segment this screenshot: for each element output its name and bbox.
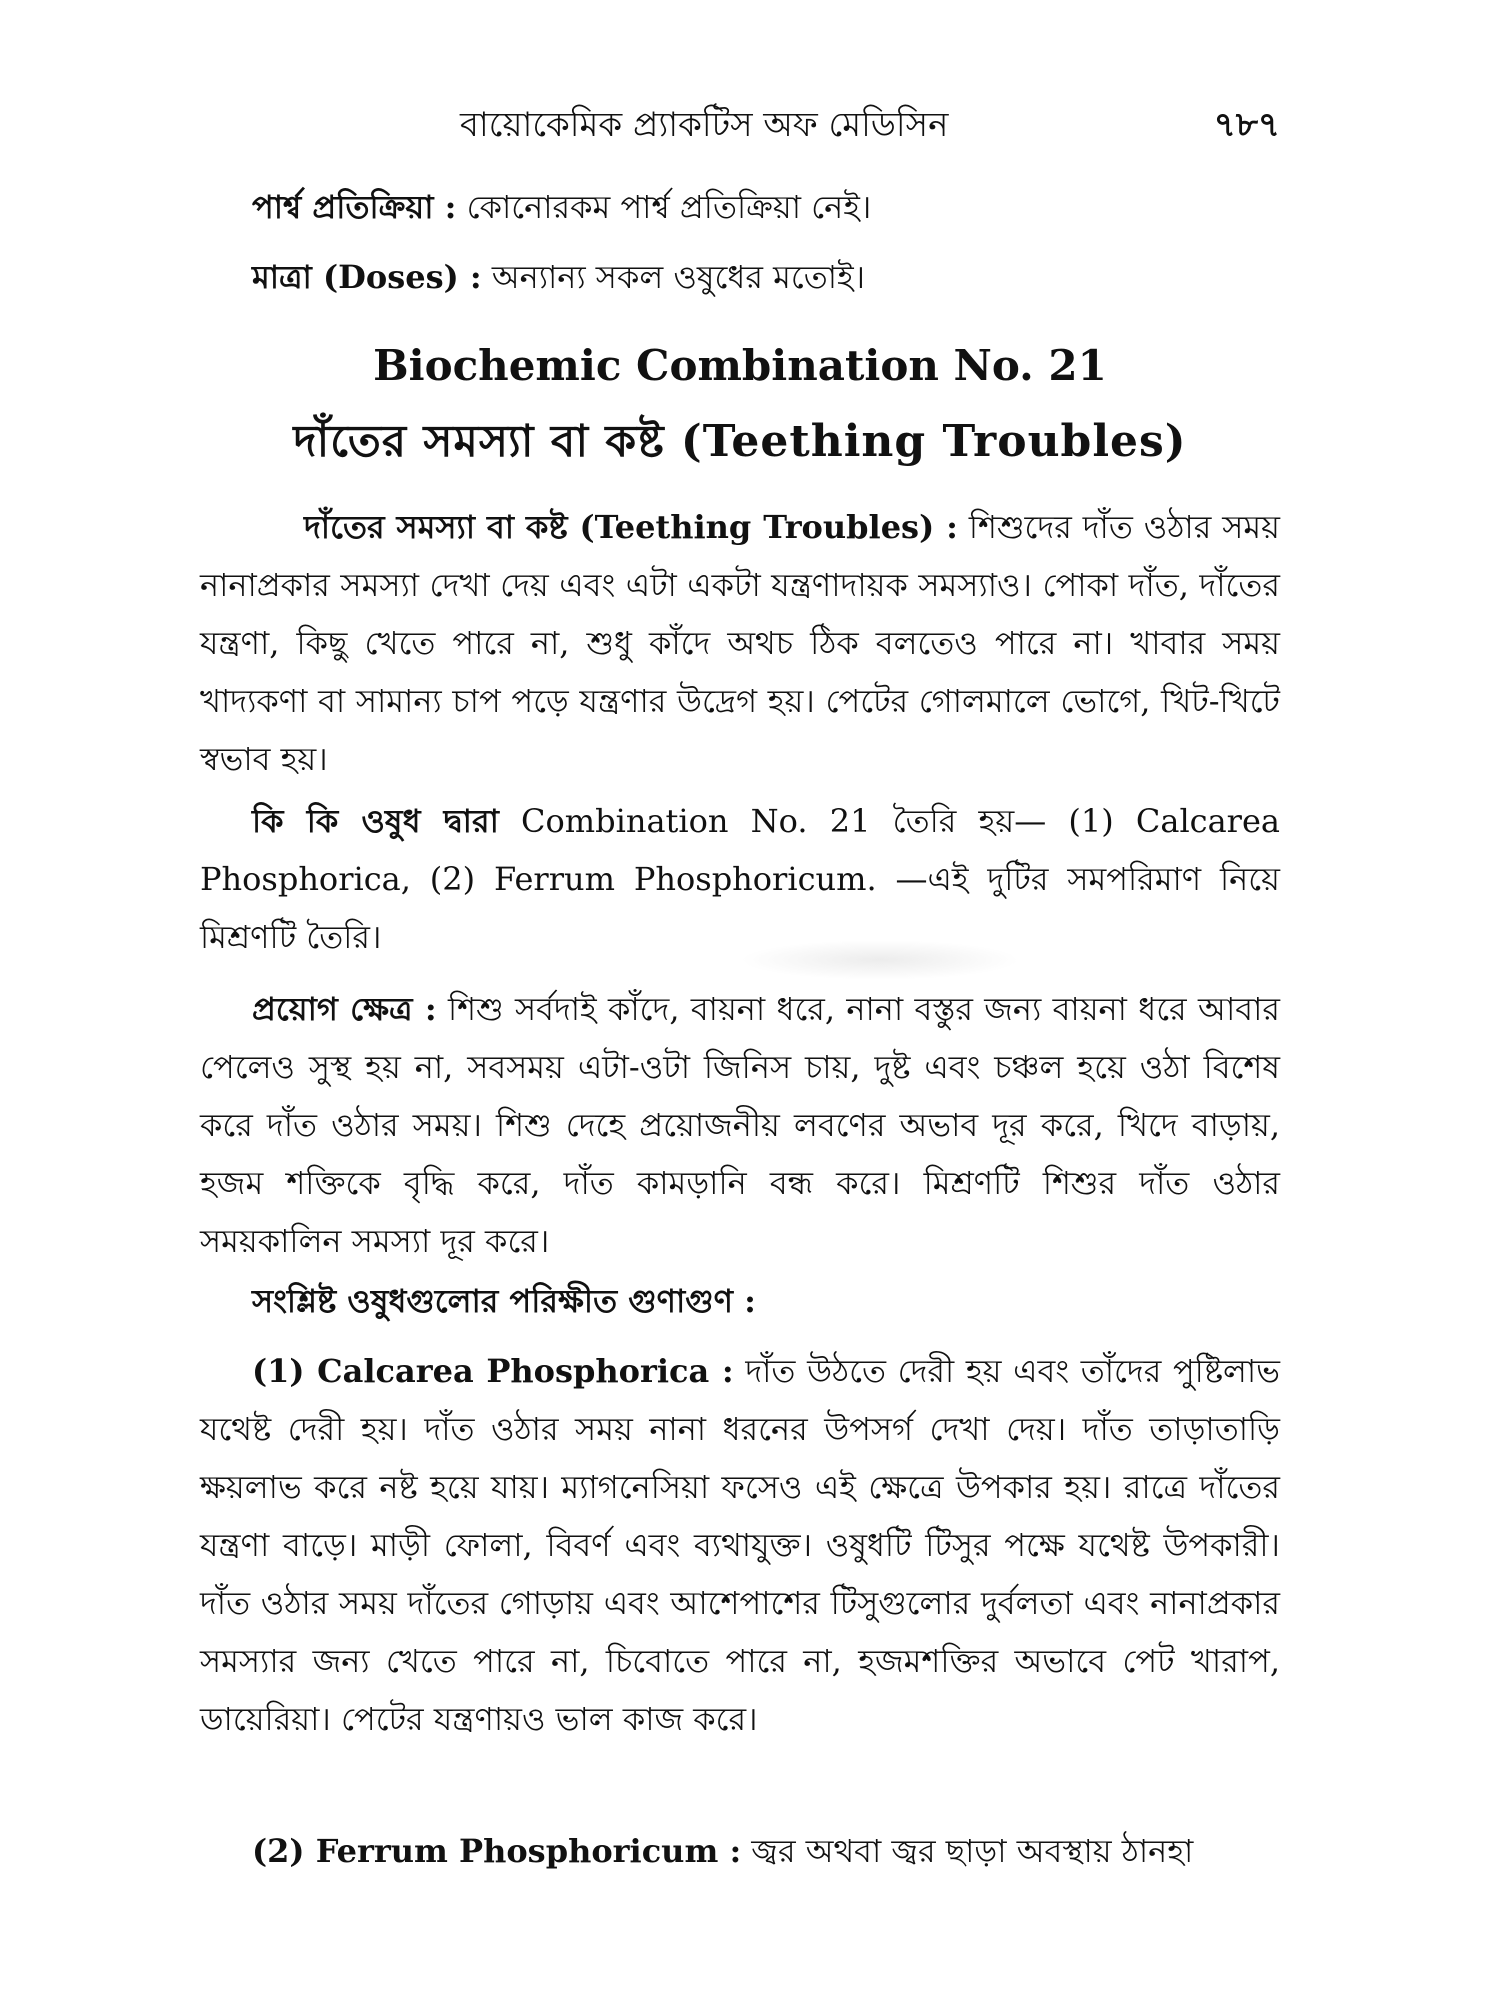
running-header — [200, 100, 1280, 150]
doses-text: অন্যান্য সকল ওষুধের মতোই। — [491, 258, 866, 296]
paper-stain — [740, 940, 1020, 980]
application-text: শিশু সর্বদাই কাঁদে, বায়না ধরে, নানা বস্তুর জন্য বায়না ধরে আবার পেলেও সুস্থ হয় না, সবসময় এটা-ওটা জিনিস চায়, দুষ্ট এবং চঞ্চল হয়ে ওঠা বিশেষ করে দাঁত ওঠার সময়। শিশু দেহে প্রয়োজনীয় লবণের অভাব দূর করে, খিদে বাড়ায়, হজম শক্তিকে বৃদ্ধি করে, দাঁত কামড়ানি বন্ধ করে। মিশ্রণটি শিশুর দাঁত ওঠার সময়কালিন সমস্যা দূর করে। — [200, 990, 1281, 1260]
intro-label: দাঁতের সমস্যা বা কষ্ট (Teething Troubles) : — [304, 508, 958, 546]
composition-text: Combination No. 21 তৈরি হয়— (1) Calcarea Phosphorica, (2) Ferrum Phosphoricum. —এই দুটির সমপরিমাণ নিয়ে মিশ্রণটি তৈরি। — [200, 802, 1280, 956]
book-title: বায়োকেমিক প্র্যাকটিস অফ মেডিসিন — [460, 105, 949, 145]
properties-heading: সংশ্লিষ্ট ওষুধগুলোর পরিক্ষীত গুণাগুণ : — [252, 1282, 756, 1320]
ferrum-text: জ্বর অথবা জ্বর ছাড়া অবস্থায় ঠানহা — [751, 1832, 1194, 1870]
application-label: প্রয়োগ ক্ষেত্র : — [252, 990, 437, 1028]
application-paragraph — [200, 980, 1280, 1270]
teething-heading: দাঁতের সমস্যা বা কষ্ট (Teething Troubles) — [293, 416, 1187, 467]
side-effects-text: কোনোরকম পার্শ্ব প্রতিক্রিয়া নেই। — [466, 188, 872, 226]
doses-section — [200, 248, 1280, 306]
properties-heading-section — [200, 1272, 1280, 1330]
ferrum-label: (2) Ferrum Phosphoricum : — [252, 1832, 742, 1870]
ferrum-section — [200, 1822, 1280, 1880]
calcarea-paragraph — [200, 1342, 1280, 1748]
combination-heading: Biochemic Combination No. 21 — [373, 341, 1107, 390]
side-effects-section — [200, 178, 1280, 236]
intro-paragraph — [200, 498, 1280, 788]
composition-label: কি কি ওষুধ দ্বারা — [252, 802, 499, 840]
side-effects-label: পার্শ্ব প্রতিক্রিয়া : — [252, 188, 457, 226]
calcarea-label: (1) Calcarea Phosphorica : — [252, 1352, 734, 1390]
intro-text: শিশুদের দাঁত ওঠার সময় নানাপ্রকার সমস্যা দেখা দেয় এবং এটা একটা যন্ত্রণাদায়ক সমস্যাও। পোকা দাঁত, দাঁতের যন্ত্রণা, কিছু খেতে পারে না, শুধু কাঁদে অথচ ঠিক বলতেও পারে না। খাবার সময় খাদ্যকণা বা সামান্য চাপ পড়ে যন্ত্রণার উদ্রেগ হয়। পেটের গোলমালে ভোগে, খিট-খিটে স্বভাব হয়। — [200, 508, 1281, 778]
calcarea-text: দাঁত উঠতে দেরী হয় এবং তাঁদের পুষ্টিলাভ যথেষ্ট দেরী হয়। দাঁত ওঠার সময় নানা ধরনের উপসর্গ দেখা দেয়। দাঁত তাড়াতাড়ি ক্ষয়লাভ করে নষ্ট হয়ে যায়। ম্যাগনেসিয়া ফসেও এই ক্ষেত্রে উপকার হয়। রাত্রে দাঁতের যন্ত্রণা বাড়ে। মাড়ী ফোলা, বিবর্ণ এবং ব্যথাযুক্ত। ওষুধটি টিসুর পক্ষে যথেষ্ট উপকারী। দাঁত ওঠার সময় দাঁতের গোড়ায় এবং আশেপাশের টিসুগুলোর দুর্বলতা এবং নানাপ্রকার সমস্যার জন্য খেতে পারে না, চিবোতে পারে না, হজমশক্তির অভাবে পেট খারাপ, ডায়েরিয়া। পেটের যন্ত্রণায়ও ভাল কাজ করে। — [200, 1352, 1280, 1738]
doses-label: মাত্রা (Doses) : — [252, 258, 482, 296]
page-number: ৭৮৭ — [1213, 105, 1280, 145]
